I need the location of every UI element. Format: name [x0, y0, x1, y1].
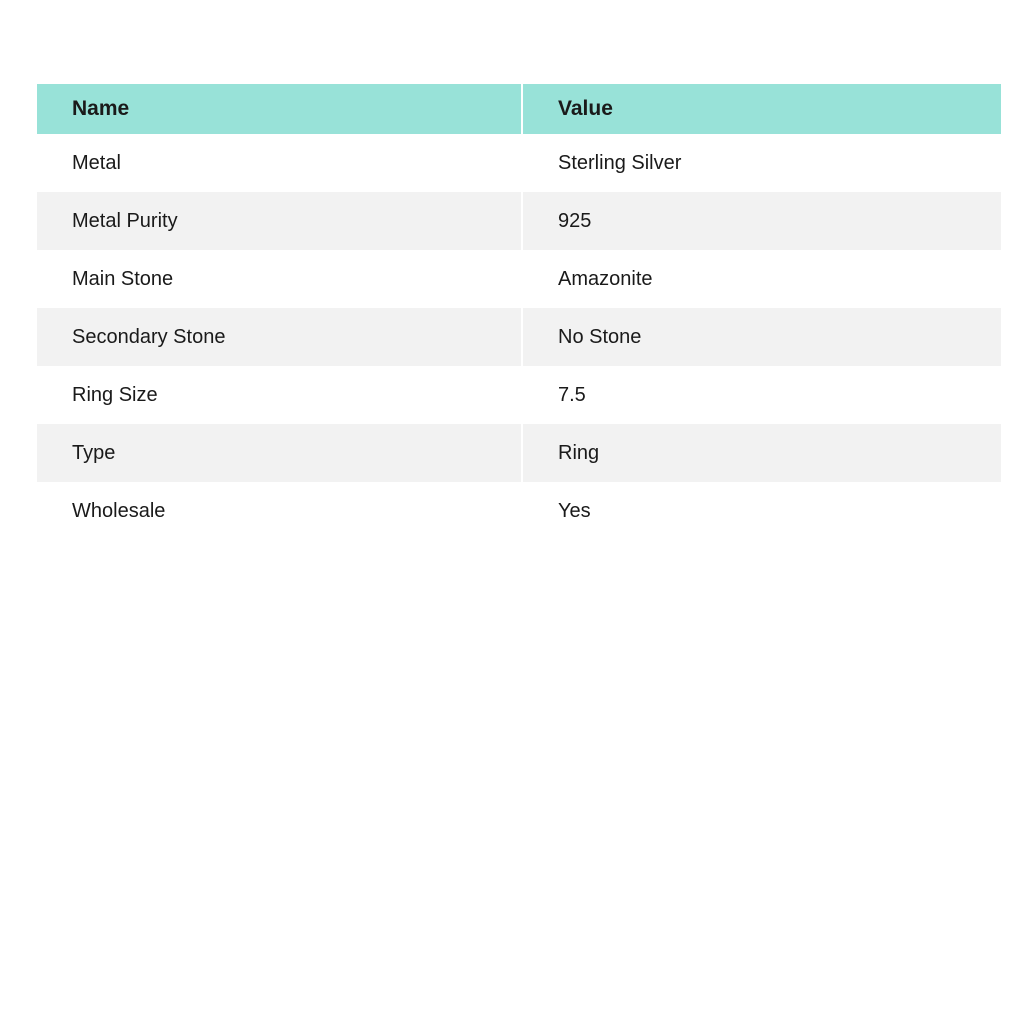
table-row	[37, 366, 1001, 424]
attribute-value-cell: No Stone	[523, 308, 1001, 366]
column-header-value: Value	[523, 84, 1001, 134]
attribute-value-cell: 925	[523, 192, 1001, 250]
attribute-name-cell: Main Stone	[72, 267, 174, 290]
attribute-name-cell: Secondary Stone	[37, 308, 523, 366]
attribute-value-cell: Yes	[558, 499, 591, 522]
table-row	[37, 482, 1001, 540]
table-row	[37, 134, 1001, 192]
product-specifications-table	[37, 84, 1001, 540]
table-row	[37, 308, 1001, 366]
attribute-value-cell: Amazonite	[558, 267, 653, 290]
table-header-row	[37, 84, 1001, 134]
table-body	[37, 134, 1001, 540]
attribute-value-cell: Sterling Silver	[558, 151, 682, 174]
attribute-name-cell: Metal Purity	[37, 192, 523, 250]
table-row	[37, 192, 1001, 250]
table-row	[37, 424, 1001, 482]
attribute-value-cell: 7.5	[558, 383, 586, 406]
attribute-value-cell: Ring	[523, 424, 1001, 482]
column-header-name: Name	[37, 84, 523, 134]
attribute-name-cell: Type	[37, 424, 523, 482]
attribute-name-cell: Wholesale	[72, 499, 166, 522]
table-row	[37, 250, 1001, 308]
attribute-name-cell: Metal	[72, 151, 121, 174]
attribute-name-cell: Ring Size	[72, 383, 158, 406]
